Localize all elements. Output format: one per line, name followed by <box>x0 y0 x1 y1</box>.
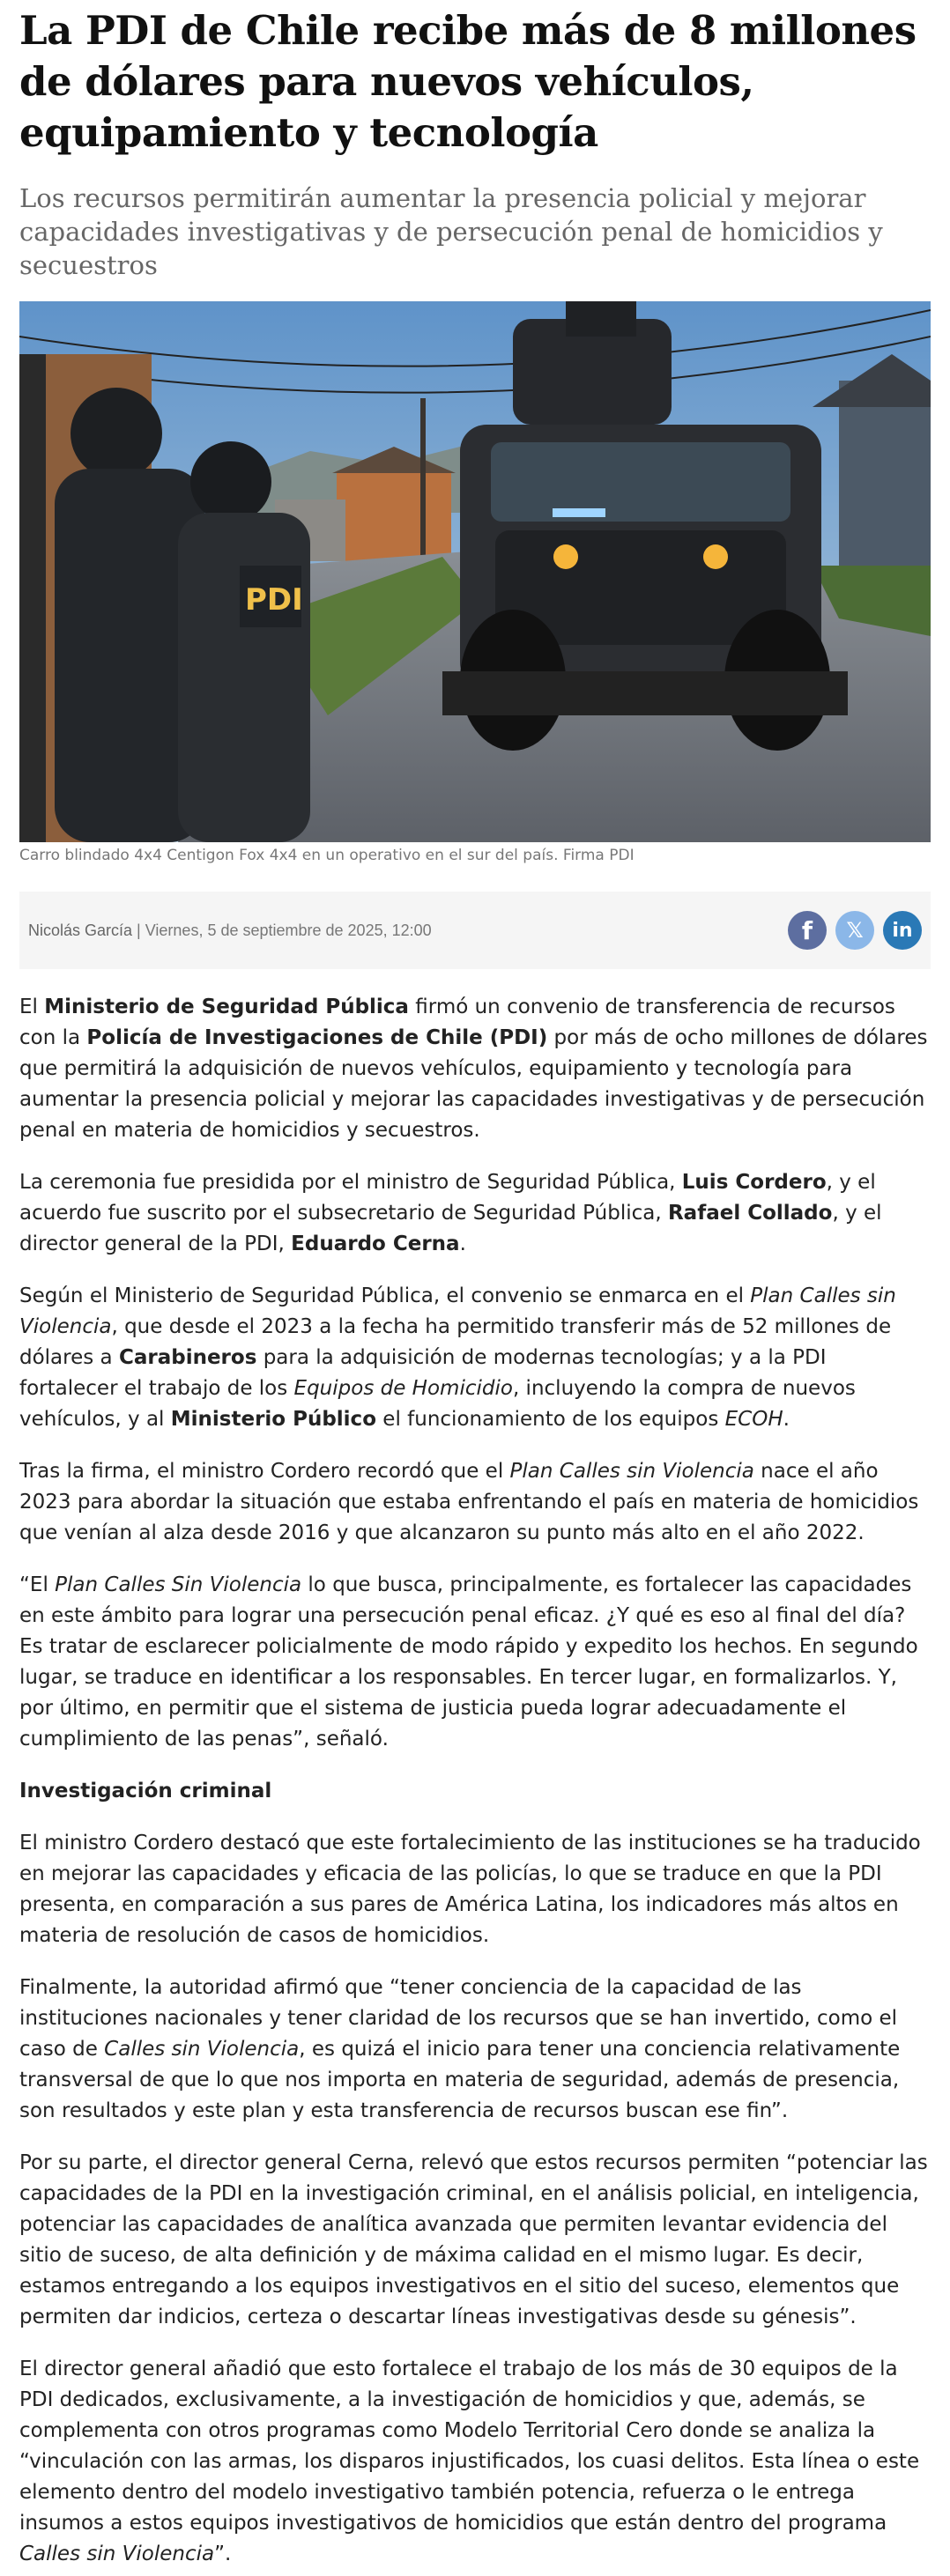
paragraph-8: Por su parte, el director general Cerna, relevó que estos recursos permiten “potenciar las capacidades de la PDI en la investigación criminal, en el análisis policial, en inteligencia, potenciar las capacidades de analítica avanzada que permiten levantar evidencia del sitio de suceso, de alta definición y de máxima calidad en el mismo lugar. Es decir, estamos entregando a los equipos investigativos en el sitio del suceso, elementos que permiten dar indicios, certeza o descartar líneas investigativas desde su génesis”. <box>19 2151 928 2328</box>
hero-image <box>19 301 931 842</box>
article-title: La PDI de Chile recibe más de 8 millones de dólares para nuevos vehículos, equipamiento y tecnología <box>19 7 917 156</box>
article-subtitle: Los recursos permitirán aumentar la presencia policial y mejorar capacidades investigativas y de persecución penal de homicidios y secuestros <box>19 183 883 280</box>
linkedin-share-button[interactable] <box>883 911 922 950</box>
byline-separator: | <box>132 921 145 939</box>
paragraph-1: El Ministerio de Seguridad Pública firmó un convenio de transferencia de recursos con la Policía de Investigaciones de Chile (PDI) por más de ocho millones de dólares que permitirá la adquisición de nuevos vehículos, equipamiento y tecnología para aumentar la presencia policial y mejorar las capacidades investigativas y de persecución penal en materia de homicidios y secuestros. <box>19 996 928 1142</box>
paragraph-7: Finalmente, la autoridad afirmó que “tener conciencia de la capacidad de las instituciones nacionales y tener claridad de los recursos que se han invertido, como el caso de Calles sin Violencia, es quizá el inicio para tener una conciencia relativamente transversal de que lo que nos importa en materia de seguridad, además de presencia, son resultados y este plan y esta transferencia de recursos buscan ese fin”. <box>19 1976 901 2122</box>
publish-date: Viernes, 5 de septiembre de 2025, 12:00 <box>145 921 432 939</box>
hero-photo <box>19 301 931 842</box>
paragraph-2: La ceremonia fue presidida por el ministro de Seguridad Pública, Luis Cordero, y el acuerdo fue suscrito por el subsecretario de Seguridad Pública, Rafael Collado, y el director general de la PDI, Eduardo Cerna. <box>19 1171 882 1255</box>
paragraph-5: “El Plan Calles Sin Violencia lo que busca, principalmente, es fortalecer las capacidades en este ámbito para lograr una persecución penal eficaz. ¿Y qué es eso al final del día? Es tratar de esclarecer policialmente de modo rápido y expedito los hechos. En segundo lugar, se traduce en identificar a los responsables. En tercer lugar, en formalizarlos. Y, por último, en permitir que el sistema de justicia pueda lograr adecuadamente el cumplimiento de las penas”, señaló. <box>19 1573 918 1751</box>
facebook-share-button[interactable] <box>788 911 827 950</box>
byline <box>28 922 432 940</box>
facebook-icon: f <box>801 915 813 945</box>
paragraph-3: Según el Ministerio de Seguridad Pública, el convenio se enmarca en el Plan Calles sin Violencia, que desde el 2023 a la fecha ha permitido transferir más de 52 millones de dólares a Carabineros para la adquisición de modernas tecnologías; y a la PDI fortalecer el trabajo de los Equipos de Homicidio, incluyendo la compra de nuevos vehículos, y al Ministerio Público el funcionamiento de los equipos ECOH. <box>19 1284 896 1431</box>
linkedin-icon: in <box>892 919 913 942</box>
x-share-button[interactable] <box>835 911 874 950</box>
x-icon: 𝕏 <box>846 918 864 943</box>
paragraph-9: El director general añadió que esto fortalece el trabajo de los más de 30 equipos de la PDI dedicados, exclusivamente, a la investigación de homicidios y que, además, se complementa con otros programas como Modelo Territorial Cero donde se analiza la “vinculación con las armas, los disparos injustificados, los cuasi delitos. Esta línea o este elemento dentro del modelo investigativo también potencia, refuerza o le entrega insumos a estos equipos investigativos de homicidios que están dentro del programa Calles sin Violencia”. <box>19 2358 920 2565</box>
paragraph-6: El ministro Cordero destacó que este fortalecimiento de las instituciones se ha traducido en mejorar las capacidades y eficacia de las policías, lo que se traduce en que la PDI presenta, en comparación a sus pares de América Latina, los indicadores más altos en materia de resolución de casos de homicidios. <box>19 1832 921 1947</box>
image-caption: Carro blindado 4x4 Centigon Fox 4x4 en un operativo en el sur del país. Firma PDI <box>19 847 635 864</box>
section-heading: Investigación criminal <box>19 1780 272 1802</box>
article-body <box>19 992 931 2570</box>
share-buttons <box>788 911 922 950</box>
pdi-vest-label: PDI <box>245 582 303 618</box>
paragraph-4: Tras la firma, el ministro Cordero recordó que el Plan Calles sin Violencia nace el año 2023 para abordar la situación que estaba enfrentando el país en materia de homicidios que venían al alza desde 2016 y que alcanzaron su punto más alto en el año 2022. <box>19 1460 919 1544</box>
article-meta-bar <box>19 892 931 969</box>
author-name[interactable]: Nicolás García <box>28 921 133 939</box>
